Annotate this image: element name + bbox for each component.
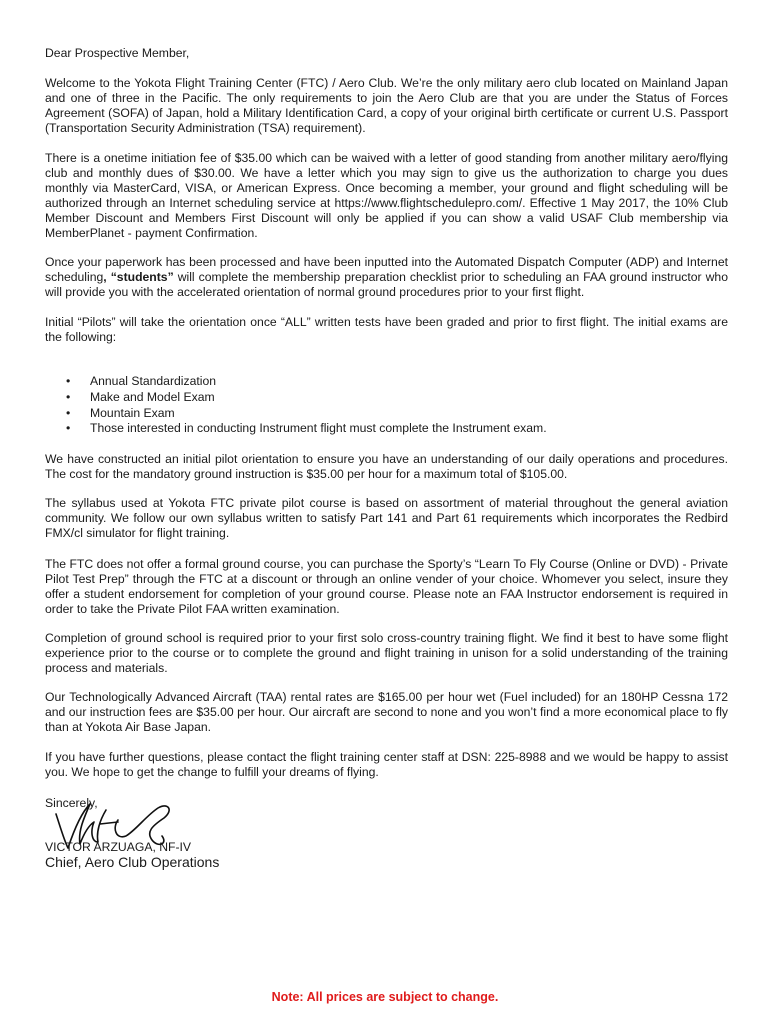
list-item: • Those interested in conducting Instrument flight must complete the Instrument exam.	[66, 421, 547, 437]
paragraph-ground-course: The FTC does not offer a formal ground course, you can purchase the Sporty’s “Learn To Fly Course (Online or DVD) - Private Pilot Test Prep” through the FTC at a discount or through an online vender of your choice. Whomever you select, insure they offer a student endorsement for completion of your ground course. Please note an FAA Instructor endorsement is required in order to take the Private Pilot FAA written examination.	[45, 557, 728, 616]
signer-name: VICTOR ARZUAGA, NF-IV	[45, 840, 192, 854]
paragraph-orientation: We have constructed an initial pilot orientation to ensure you have an understanding of our daily operations and procedures. The cost for the mandatory ground instruction is $35.00 per hour for a maximum total of $105.00.	[45, 452, 728, 481]
paragraph-ground-school: Completion of ground school is required prior to your first solo cross-country training flight. We find it best to have some flight experience prior to the course or to complete the ground and flight training in unison for a solid understanding of the training process and materials.	[45, 631, 728, 675]
greeting: Dear Prospective Member,	[45, 46, 190, 60]
paragraph-rates: Our Technologically Advanced Aircraft (TAA) rental rates are $165.00 per hour wet (Fuel included) for an 180HP Cessna 172 and our instruction fees are $35.00 per hour. Our aircraft are second to none and you won’t find a more economical place to fly than at Yokota Air Base Japan.	[45, 690, 728, 734]
price-note: Note: All prices are subject to change.	[271, 990, 499, 1004]
closing: Sincerely,	[45, 796, 98, 810]
paragraph-syllabus: The syllabus used at Yokota FTC private pilot course is based on assortment of material throughout the general aviation community. We follow our own syllabus written to satisfy Part 141 and Part 61 requirements which incorporates the Redbird FMX/cl simulator for flight training.	[45, 496, 728, 540]
list-item: • Make and Model Exam	[66, 390, 547, 406]
list-item: • Annual Standardization	[66, 374, 547, 390]
paragraph-paperwork: Once your paperwork has been processed and have been inputted into the Automated Dispatch Computer (ADP) and Internet scheduling, “students” will complete the membership preparation checklist prior to scheduling an FAA ground instructor who will provide you with the accelerated orientation of normal ground procedures prior to your first flight.	[45, 255, 728, 299]
paragraph-initial-pilots: Initial “Pilots” will take the orientation once “ALL” written tests have been graded and prior to first flight. The initial exams are the following:	[45, 315, 728, 344]
paragraph-welcome: Welcome to the Yokota Flight Training Center (FTC) / Aero Club. We’re the only military aero club located on Mainland Japan and one of three in the Pacific. The only requirements to join the Aero Club are that you are under the Status of Forces Agreement (SOFA) of Japan, hold a Military Identification Card, a copy of your original birth certificate or current U.S. Passport (Transportation Security Administration (TSA) requirement).	[45, 76, 728, 135]
exam-list	[66, 374, 547, 437]
paragraph-contact: If you have further questions, please contact the flight training center staff at DSN: 225-8988 and we would be happy to assist you. We hope to get the change to fulfill your dreams of flying.	[45, 750, 728, 779]
list-item: • Mountain Exam	[66, 406, 547, 422]
signer-title: Chief, Aero Club Operations	[45, 854, 220, 870]
paragraph-fees: There is a onetime initiation fee of $35.00 which can be waived with a letter of good standing from another military aero/flying club and monthly dues of $30.00. We have a letter which you may sign to give us the authorization to charge you dues monthly via MasterCard, VISA, or American Express. Once becoming a member, your ground and flight scheduling will be authorized through an Internet scheduling service at https://www.flightschedulepro.com/. Effective 1 May 2017, the 10% Club Member Discount and Members First Discount will only be applied if you can show a valid USAF Club membership via MemberPlanet - payment Confirmation.	[45, 151, 728, 240]
